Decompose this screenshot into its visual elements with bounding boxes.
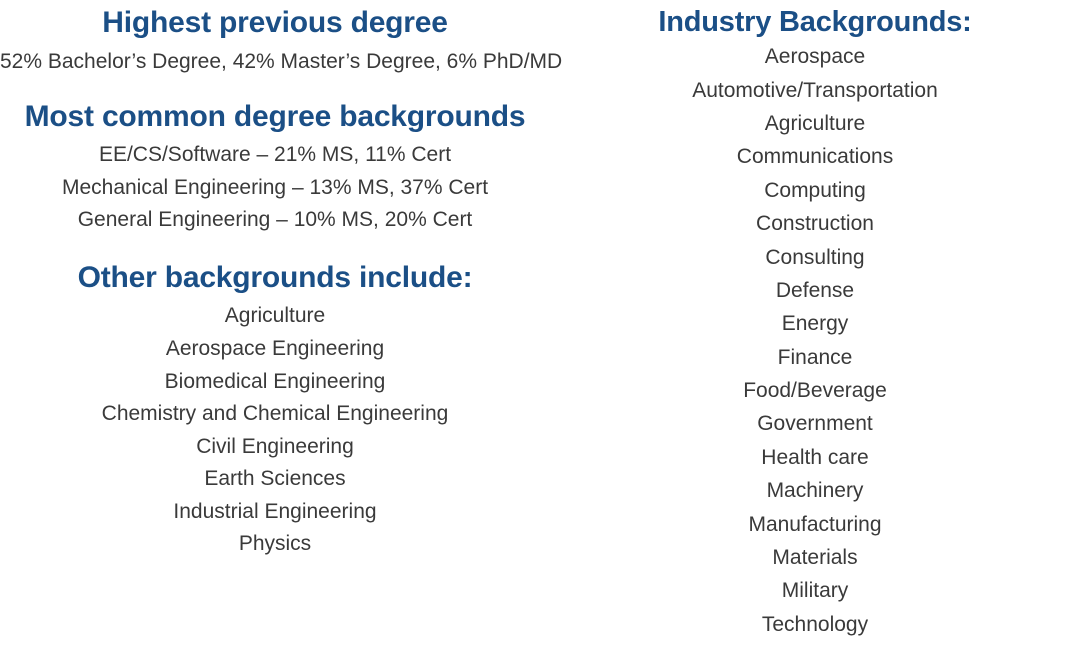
degree-heading: Highest previous degree bbox=[102, 6, 448, 39]
other-backgrounds-block bbox=[0, 259, 550, 561]
list-item: Aerospace Engineering bbox=[165, 337, 385, 361]
list-item: Materials bbox=[772, 545, 858, 569]
list-item: Energy bbox=[781, 312, 849, 336]
list-item: Civil Engineering bbox=[196, 434, 354, 458]
industry-list bbox=[550, 40, 1080, 641]
list-item: Aerospace bbox=[764, 45, 866, 69]
list-item: Earth Sciences bbox=[204, 467, 346, 491]
list-item: Consulting bbox=[765, 245, 865, 269]
list-item: Communications bbox=[736, 145, 894, 169]
right-column bbox=[550, 0, 1080, 647]
list-item: EE/CS/Software – 21% MS, 11% Cert bbox=[98, 143, 452, 167]
degree-stats-line: 52% Bachelor’s Degree, 42% Master’s Degree, 6% PhD/MD bbox=[0, 49, 563, 73]
list-item: Automotive/Transportation bbox=[692, 78, 938, 102]
list-item: Agriculture bbox=[764, 112, 866, 135]
list-item: Technology bbox=[761, 612, 869, 636]
list-item: Biomedical Engineering bbox=[164, 369, 386, 393]
list-item: Food/Beverage bbox=[743, 379, 887, 402]
list-item: Finance bbox=[777, 345, 853, 369]
list-item: Manufacturing bbox=[748, 512, 882, 536]
list-item: Defense bbox=[775, 278, 855, 302]
list-item: Computing bbox=[764, 178, 866, 202]
other-backgrounds-list bbox=[0, 300, 550, 560]
common-degrees-block bbox=[0, 98, 550, 237]
list-item: General Engineering – 10% MS, 20% Cert bbox=[77, 208, 473, 232]
common-degrees-list bbox=[0, 139, 550, 237]
list-item: Agriculture bbox=[224, 304, 326, 328]
list-item: Mechanical Engineering – 13% MS, 37% Cert bbox=[61, 175, 489, 199]
list-item: Machinery bbox=[766, 479, 864, 503]
common-degrees-heading: Most common degree backgrounds bbox=[24, 99, 526, 133]
list-item: Construction bbox=[756, 212, 874, 236]
list-item: Physics bbox=[238, 532, 312, 556]
list-item: Chemistry and Chemical Engineering bbox=[101, 402, 449, 426]
list-item: Industrial Engineering bbox=[173, 499, 377, 523]
list-item: Government bbox=[757, 412, 873, 436]
list-item: Military bbox=[781, 579, 849, 603]
other-backgrounds-heading: Other backgrounds include: bbox=[77, 260, 473, 294]
list-item: Health care bbox=[761, 445, 869, 469]
industry-heading: Industry Backgrounds: bbox=[658, 6, 972, 38]
